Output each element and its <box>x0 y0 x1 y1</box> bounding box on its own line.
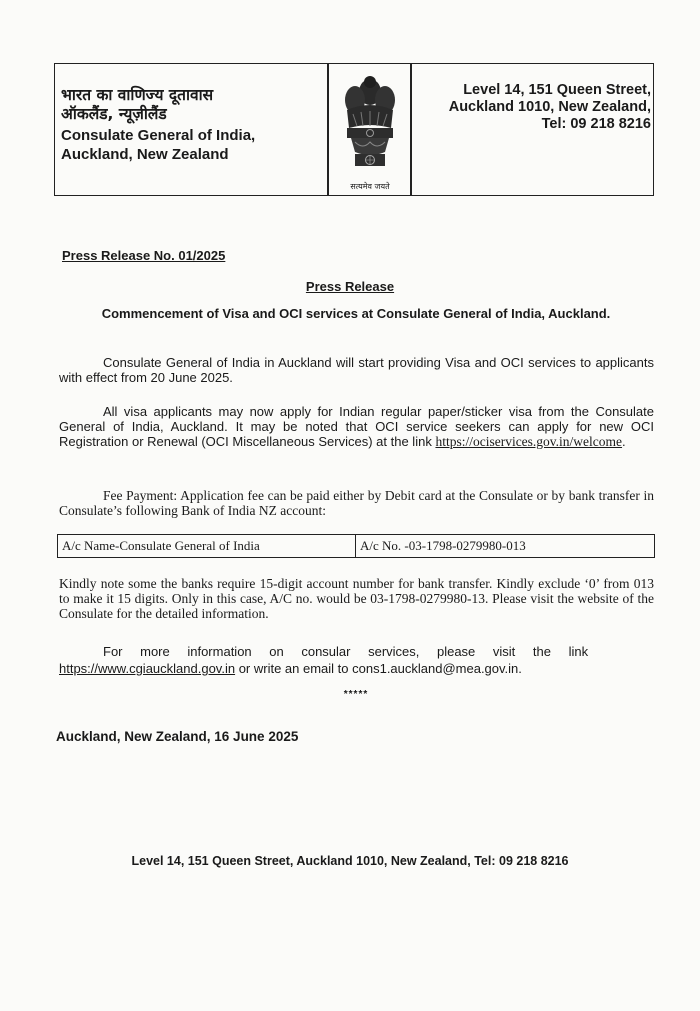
paragraph-fee-payment: Fee Payment: Application fee can be paid either by Debit card at the Consulate or by bank transfer in Consulate’s following Bank of India NZ account: <box>59 488 654 518</box>
document-title: Press Release <box>305 279 395 294</box>
consulate-website-link[interactable]: https://www.cgiauckland.gov.in <box>59 661 236 676</box>
consulate-name-block <box>61 86 323 164</box>
telephone: Tel: 09 218 8216 <box>541 116 651 132</box>
address-line: Auckland 1010, New Zealand, <box>448 99 651 115</box>
location-english: Auckland, New Zealand <box>61 146 229 163</box>
national-emblem <box>333 70 407 194</box>
paragraph-end: . <box>622 434 626 449</box>
lion-capital-icon <box>333 70 407 180</box>
consulate-name-english: Consulate General of India, <box>61 127 256 144</box>
email-text: or write an email to cons1.auckland@mea.gov.in. <box>235 661 522 676</box>
footer-address: Level 14, 151 Queen Street, Auckland 1010, New Zealand, Tel: 09 218 8216 <box>131 854 569 868</box>
oci-services-link[interactable]: https://ociservices.gov.in/welcome <box>435 434 623 449</box>
letterhead-divider <box>327 64 329 195</box>
paragraph-commencement: Consulate General of India in Auckland will start providing Visa and OCI services to applicants with effect from 20 June 2025. <box>59 355 654 385</box>
subject-line: Commencement of Visa and OCI services at Consulate General of India, Auckland. <box>101 306 611 321</box>
account-number-cell: A/c No. -03-1798-0279980-013 <box>356 535 655 558</box>
place-and-date: Auckland, New Zealand, 16 June 2025 <box>56 729 299 744</box>
emblem-motto: सत्यमेव जयते <box>350 182 390 191</box>
paragraph-visa-oci <box>59 404 654 449</box>
paragraph-more-info-continued <box>59 661 654 676</box>
paragraph-account-note: Kindly note some the banks require 15-digit account number for bank transfer. Kindly exclude ‘0’ from 013 to make it 15 digits. Only in this case, A/C no. would be 03-1798-0279980-13. Please visit the website of the Consulate for the detailed information. <box>59 576 654 621</box>
press-release-number: Press Release No. 01/2025 <box>62 248 226 263</box>
consulate-name-hindi: भारत का वाणिज्य दूतावास <box>61 86 214 104</box>
paragraph-text: All visa applicants may now apply for Indian regular paper/sticker visa from the Consulate General of India, Auckland. It may be noted that OCI service seekers can apply for new OCI Registration or Renewal (OCI Miscellaneous Services) at the link <box>59 404 654 449</box>
paragraph-text: For more information on consular services, please visit the link <box>103 644 589 659</box>
letterhead <box>54 63 654 196</box>
table-row <box>58 535 655 558</box>
address-line: Level 14, 151 Queen Street, <box>463 82 651 98</box>
location-hindi: ऑकलैंड, न्यूज़ीलैंड <box>61 105 167 123</box>
letterhead-divider <box>410 64 412 195</box>
consulate-address-block <box>415 82 651 133</box>
paragraph-more-info <box>59 644 654 659</box>
account-name-cell: A/c Name-Consulate General of India <box>58 535 356 558</box>
bank-account-table <box>57 534 655 558</box>
separator: ***** <box>343 689 369 700</box>
